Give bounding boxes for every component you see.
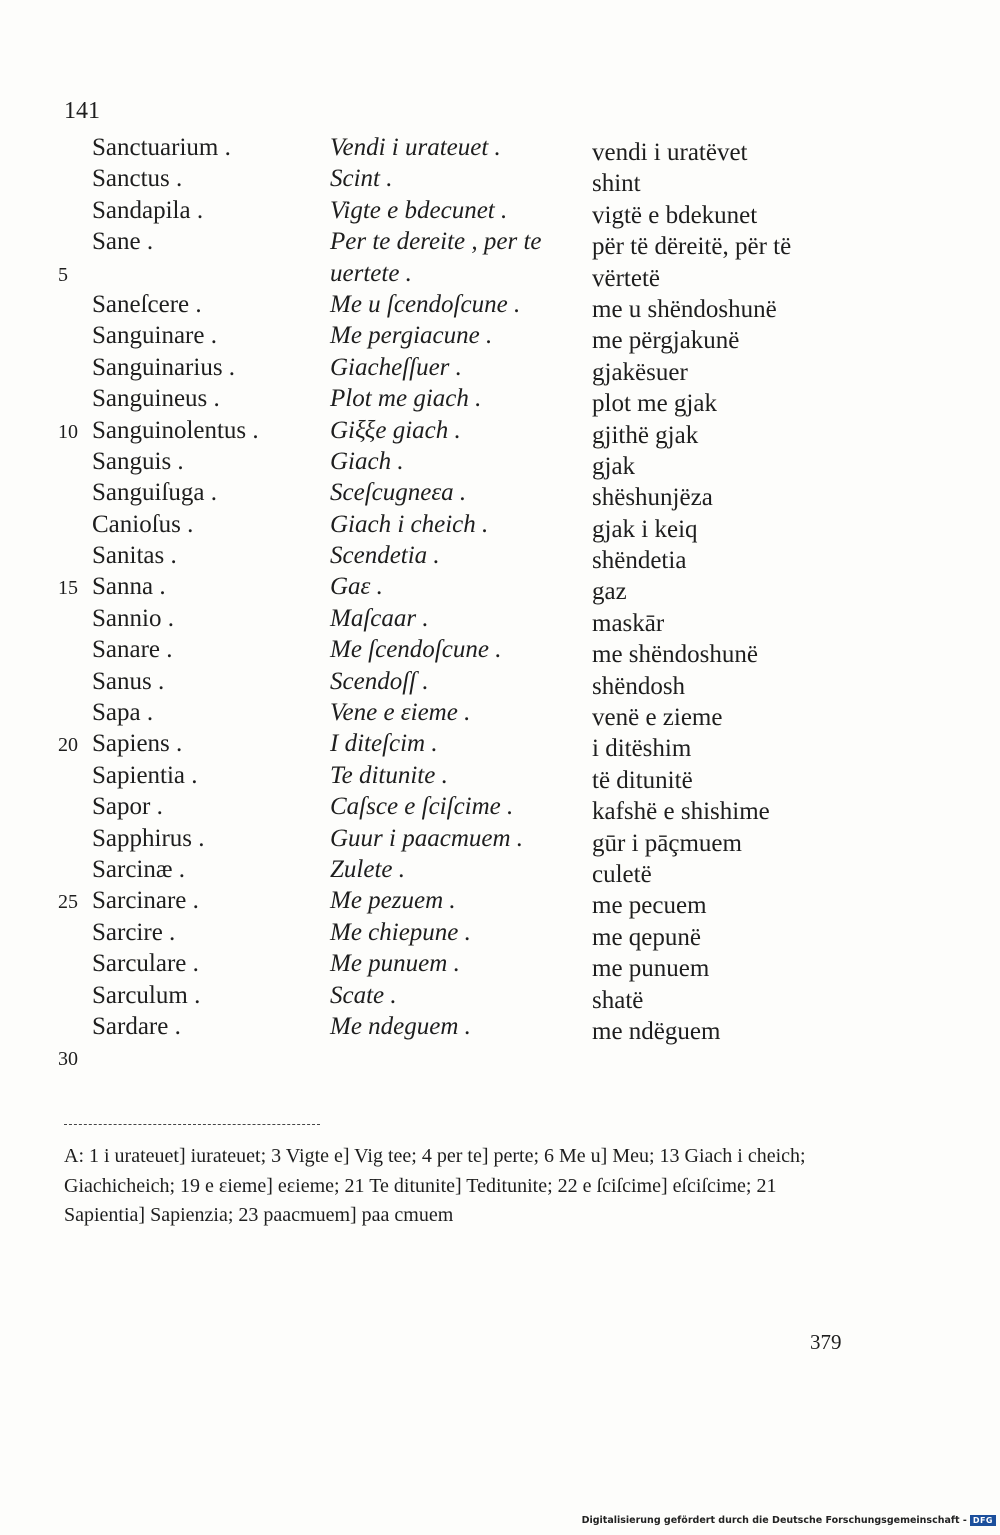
latin-term: Sarculum . bbox=[92, 981, 201, 1009]
old-albanian-term: Me ndeguem . bbox=[330, 1012, 471, 1040]
old-albanian-term: Scate . bbox=[330, 981, 397, 1009]
entry-row bbox=[0, 793, 1000, 824]
modern-albanian-term: shëndosh bbox=[592, 672, 686, 700]
digitization-credit bbox=[582, 1515, 996, 1526]
modern-albanian-term: gaz bbox=[592, 578, 627, 606]
old-albanian-term: Vendi i urateuet . bbox=[330, 134, 501, 161]
latin-term: Sapientia . bbox=[92, 761, 198, 789]
modern-albanian-term: vendi i uratëvet bbox=[592, 139, 748, 166]
latin-term: Sanguiſuga . bbox=[92, 479, 217, 507]
footnote-rule bbox=[64, 1124, 320, 1125]
old-albanian-term: Gaε . bbox=[330, 573, 383, 601]
latin-term: Sapor . bbox=[92, 793, 163, 821]
latin-term: Sapiens . bbox=[92, 730, 183, 758]
modern-albanian-term: venë e zieme bbox=[592, 704, 723, 732]
entry-row bbox=[0, 825, 1000, 856]
latin-term: Sanguinolentus . bbox=[92, 416, 259, 444]
modern-albanian-term: gjak i keiq bbox=[592, 515, 698, 543]
modern-albanian-term: shëndetia bbox=[592, 547, 687, 575]
old-albanian-term: Zulete . bbox=[330, 855, 405, 883]
latin-term: Sanguinarius . bbox=[92, 353, 236, 381]
entry-row bbox=[0, 448, 1000, 479]
modern-albanian-term: me u shëndoshunë bbox=[592, 295, 777, 323]
latin-term: Sane . bbox=[92, 228, 154, 256]
entry-row bbox=[0, 730, 1000, 761]
modern-albanian-term: maskār bbox=[592, 609, 665, 637]
old-albanian-term: I diteſcim . bbox=[330, 730, 438, 758]
old-albanian-term: uertete . bbox=[330, 259, 412, 287]
entry-row bbox=[0, 354, 1000, 385]
latin-term: Sanctus . bbox=[92, 165, 183, 193]
modern-albanian-term: vërtetë bbox=[592, 264, 661, 292]
latin-term: Sanctuarium . bbox=[92, 134, 231, 161]
entry-row bbox=[0, 668, 1000, 699]
modern-albanian-term: vigtë e bdekunet bbox=[592, 201, 758, 229]
entry-row bbox=[0, 699, 1000, 730]
modern-albanian-term: gjak bbox=[592, 452, 636, 480]
modern-albanian-term: të ditunitë bbox=[592, 766, 693, 794]
modern-albanian-term: me punuem bbox=[592, 955, 710, 983]
page-number: 379 bbox=[810, 1330, 842, 1354]
latin-term: Sanare . bbox=[92, 636, 173, 664]
modern-albanian-term: gjithë gjak bbox=[592, 421, 699, 449]
old-albanian-term: Giach . bbox=[330, 447, 404, 475]
latin-term: Canioſus . bbox=[92, 510, 194, 538]
latin-term: Sannio . bbox=[92, 604, 174, 632]
latin-term: Sardare . bbox=[92, 1012, 181, 1040]
old-albanian-term: Me u ſcendoſcune . bbox=[330, 290, 521, 318]
modern-albanian-term: shint bbox=[592, 170, 641, 198]
entry-row bbox=[0, 197, 1000, 228]
modern-albanian-term: i ditëshim bbox=[592, 735, 692, 763]
entry-row bbox=[0, 1013, 1000, 1044]
line-number: 25 bbox=[58, 891, 78, 914]
modern-albanian-term: gjakësuer bbox=[592, 358, 688, 386]
entry-row bbox=[0, 479, 1000, 510]
old-albanian-term: Maſcaar . bbox=[330, 604, 429, 632]
entry-row bbox=[0, 417, 1000, 448]
entry-row bbox=[0, 605, 1000, 636]
footnote: A: 1 i urateuet] iurateuet; 3 Vigte e] Vig tee; 4 per te] perte; 6 Me u] Meu; 13 Giach i cheich; Giachicheich; 19 e εieme] eεieme; 21 Te ditunite] Teditunite; 22 e ſciſcime] eſciſcime; 21 Sapientia] Sapienzia; 23 paacmuem] paa cmuem bbox=[64, 1145, 806, 1226]
modern-albanian-term: me përgjakunë bbox=[592, 327, 740, 355]
old-albanian-term: Me ſcendoſcune . bbox=[330, 636, 502, 664]
entry-list bbox=[0, 134, 1000, 1076]
entry-row bbox=[0, 573, 1000, 604]
old-albanian-term: Sceſcugneεa . bbox=[330, 479, 467, 507]
latin-term: Sanitas . bbox=[92, 542, 177, 570]
old-albanian-term: Scendetia . bbox=[330, 542, 440, 570]
entry-row bbox=[0, 134, 1000, 165]
old-albanian-term: Per te dereite , per te bbox=[330, 228, 542, 256]
entry-row bbox=[0, 887, 1000, 918]
entry-row bbox=[0, 919, 1000, 950]
entry-row bbox=[0, 856, 1000, 887]
folio-number: 141 bbox=[64, 98, 100, 124]
old-albanian-term: Scendoſſ . bbox=[330, 667, 429, 695]
entry-row bbox=[0, 542, 1000, 573]
modern-albanian-term: për të dëreitë, për të bbox=[592, 233, 792, 261]
latin-term: Sanus . bbox=[92, 667, 165, 695]
latin-term: Sanna . bbox=[92, 573, 166, 601]
latin-term: Sarculare . bbox=[92, 950, 199, 978]
modern-albanian-term: shëshunjëza bbox=[592, 484, 713, 512]
old-albanian-term: Vene e εieme . bbox=[330, 699, 471, 727]
line-number: 15 bbox=[58, 577, 78, 600]
entry-row bbox=[0, 982, 1000, 1013]
entry-row bbox=[0, 228, 1000, 259]
latin-term: Sarcinare . bbox=[92, 887, 199, 915]
entry-row bbox=[0, 322, 1000, 353]
old-albanian-term: Giacheſſuer . bbox=[330, 353, 462, 381]
old-albanian-term: Guur i paacmuem . bbox=[330, 824, 524, 852]
latin-term: Saneſcere . bbox=[92, 290, 202, 318]
dfg-logo: DFG bbox=[970, 1515, 996, 1526]
old-albanian-term: Me pezuem . bbox=[330, 887, 456, 915]
entry-row bbox=[0, 1044, 1000, 1075]
old-albanian-term: Me pergiacune . bbox=[330, 322, 493, 350]
modern-albanian-term: gūr i pāçmuem bbox=[592, 829, 742, 857]
old-albanian-term: Te ditunite . bbox=[330, 761, 448, 789]
modern-albanian-term: shatë bbox=[592, 986, 644, 1014]
entry-row bbox=[0, 165, 1000, 196]
latin-term: Sandapila . bbox=[92, 196, 204, 224]
old-albanian-term: Me chiepune . bbox=[330, 918, 471, 946]
modern-albanian-term: kafshë e shishime bbox=[592, 798, 770, 826]
latin-term: Sarcinæ . bbox=[92, 855, 186, 883]
latin-term: Sanguis . bbox=[92, 447, 184, 475]
credit-text: Digitalisierung gefördert durch die Deutsche Forschungsgemeinschaft - bbox=[581, 1515, 967, 1526]
modern-albanian-term: plot me gjak bbox=[592, 390, 717, 418]
entry-row bbox=[0, 291, 1000, 322]
entry-row bbox=[0, 511, 1000, 542]
line-number: 20 bbox=[58, 734, 78, 757]
old-albanian-term: Giach i cheich . bbox=[330, 510, 489, 538]
latin-term: Sanguineus . bbox=[92, 385, 220, 413]
old-albanian-term: Giξξe giach . bbox=[330, 416, 461, 444]
entry-row bbox=[0, 762, 1000, 793]
old-albanian-term: Me punuem . bbox=[330, 950, 460, 978]
modern-albanian-term: me pecuem bbox=[592, 892, 707, 920]
latin-term: Sarcire . bbox=[92, 918, 176, 946]
modern-albanian-term: culetë bbox=[592, 860, 652, 888]
latin-term: Sapa . bbox=[92, 699, 154, 727]
entry-row bbox=[0, 385, 1000, 416]
modern-albanian-term: me qepunë bbox=[592, 923, 701, 951]
entry-row bbox=[0, 950, 1000, 981]
line-number: 10 bbox=[58, 420, 78, 443]
line-number: 30 bbox=[58, 1048, 78, 1071]
latin-term: Sanguinare . bbox=[92, 322, 217, 350]
old-albanian-term: Plot me giach . bbox=[330, 385, 482, 413]
old-albanian-term: Caſsce e ſciſcime . bbox=[330, 793, 514, 821]
modern-albanian-term: me shëndoshunë bbox=[592, 641, 758, 669]
old-albanian-term: Scint . bbox=[330, 165, 393, 193]
old-albanian-term: Vigte e bdecunet . bbox=[330, 196, 508, 224]
latin-term: Sapphirus . bbox=[92, 824, 205, 852]
modern-albanian-term: me ndëguem bbox=[592, 1017, 721, 1045]
entry-row bbox=[0, 636, 1000, 667]
entry-row bbox=[0, 260, 1000, 291]
line-number: 5 bbox=[58, 263, 68, 286]
